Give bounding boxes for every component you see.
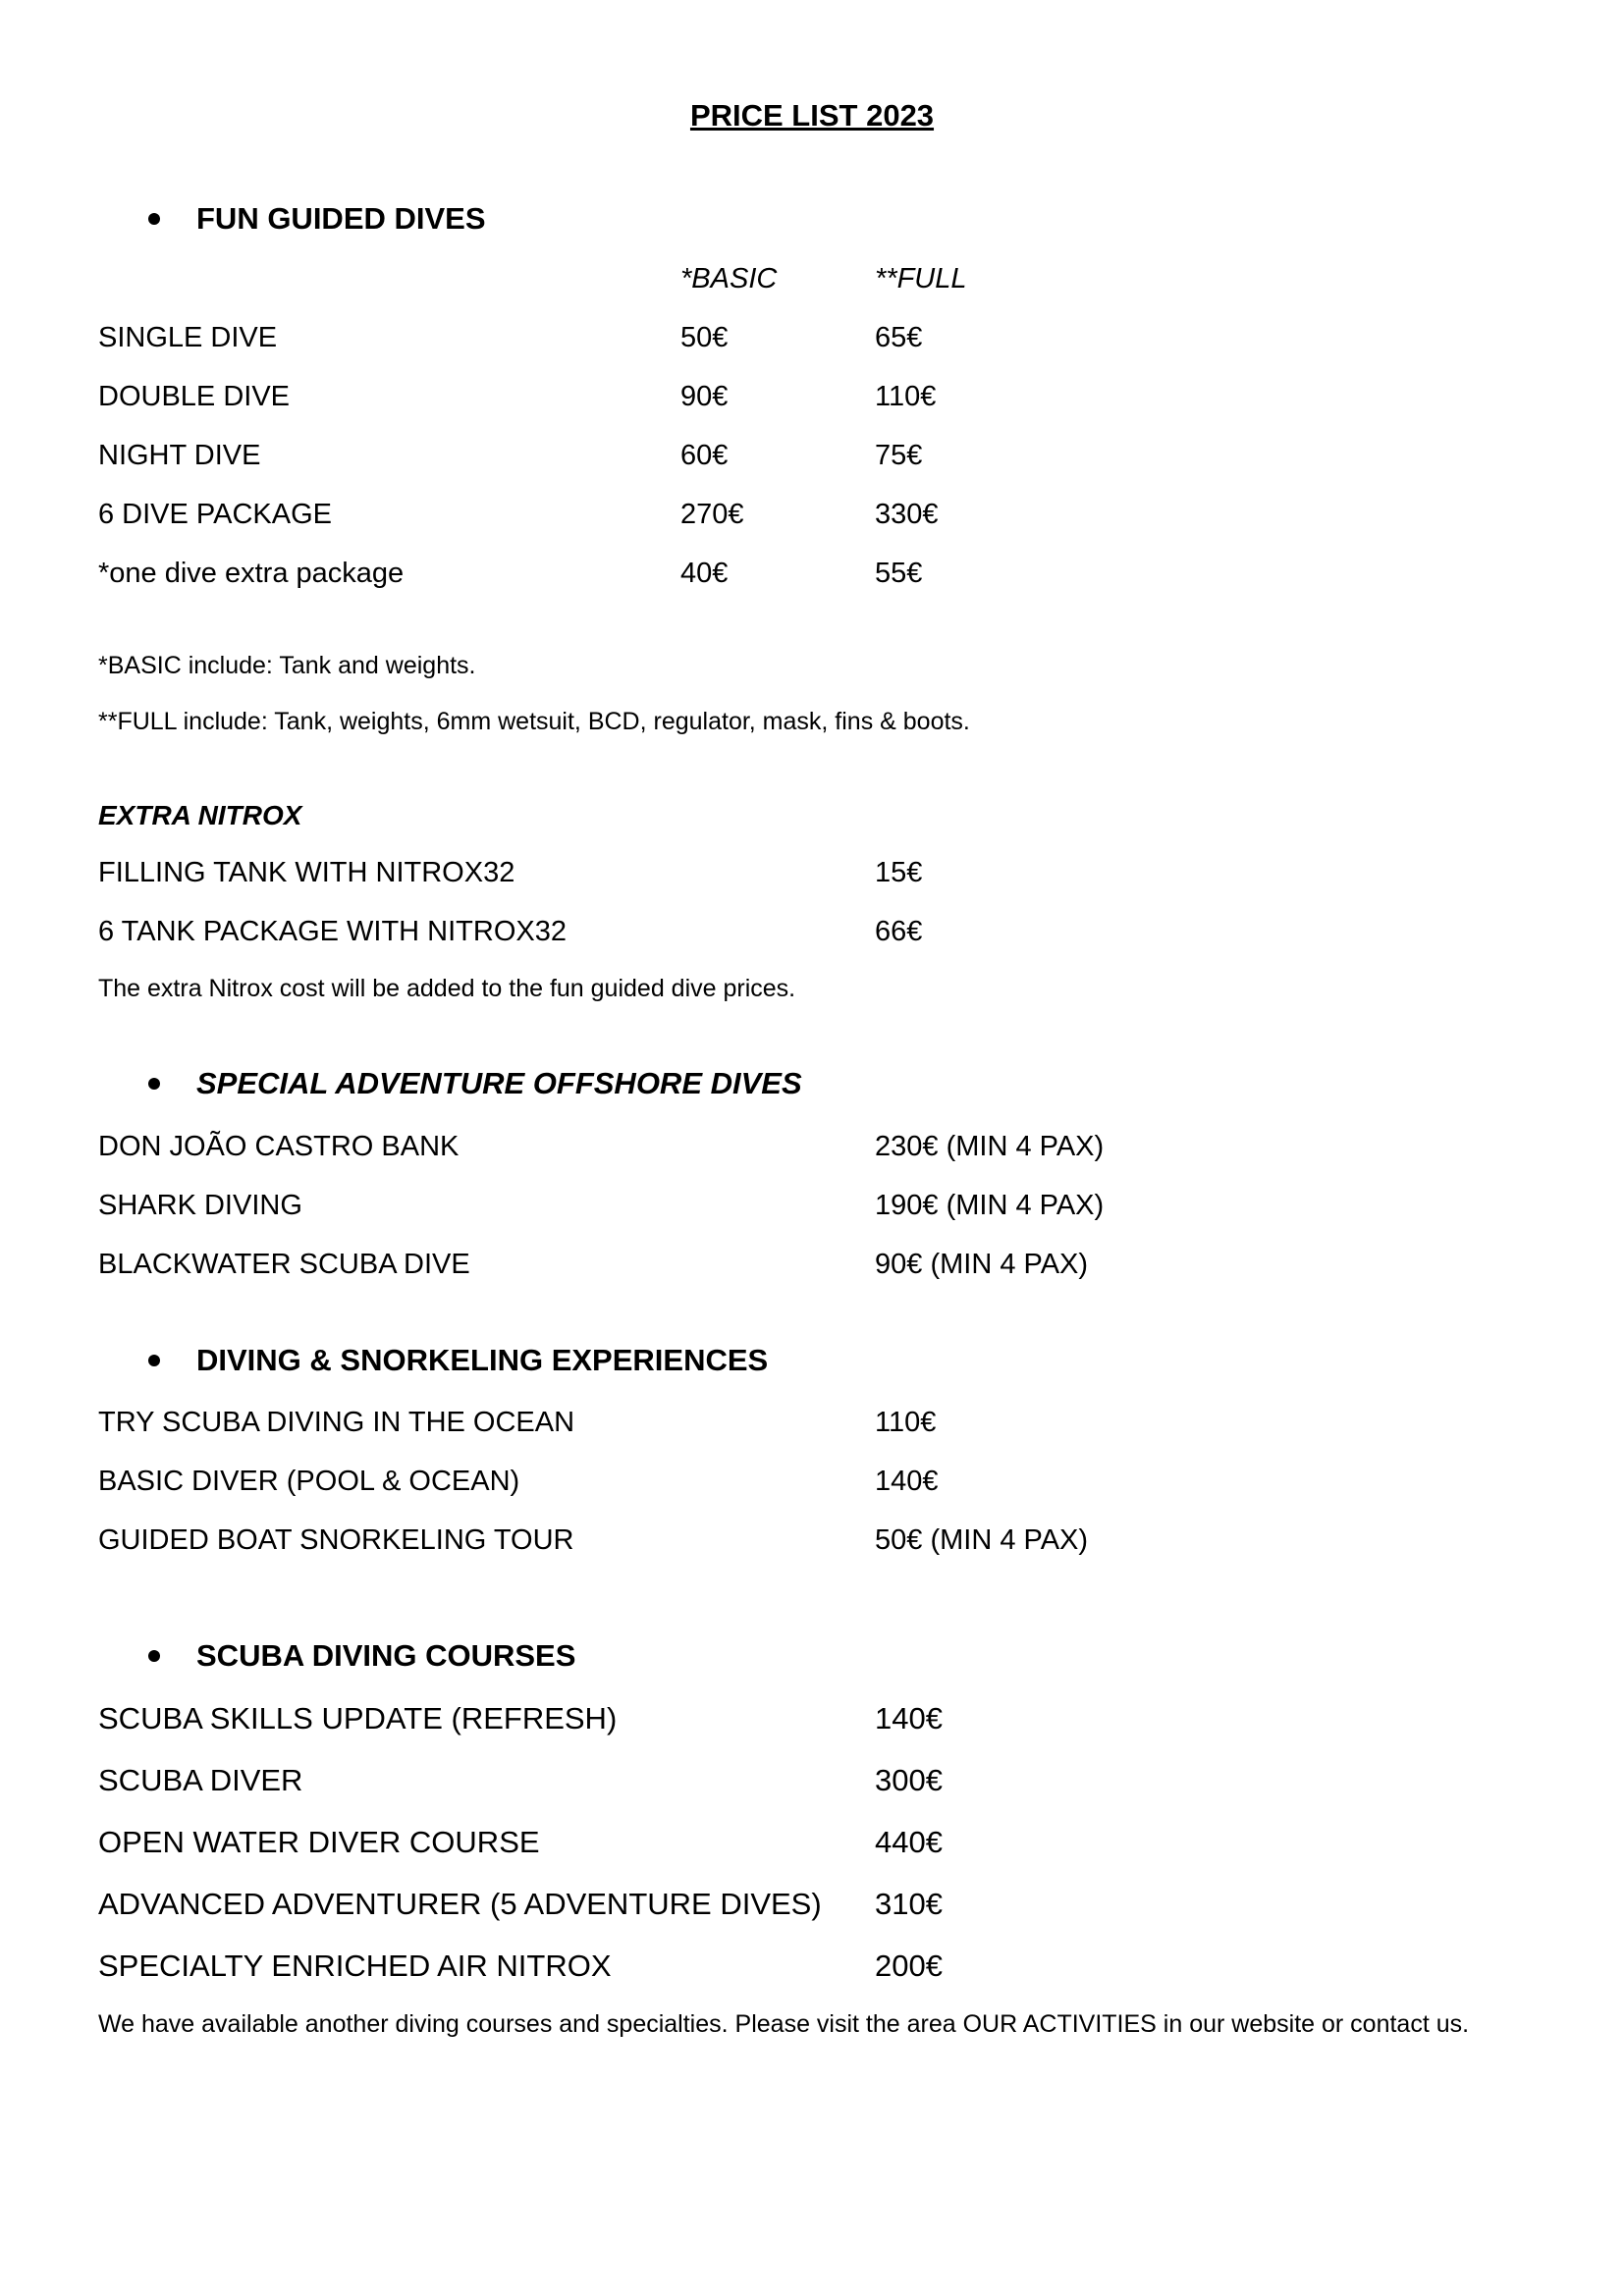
offshore-item-name: BLACKWATER SCUBA DIVE bbox=[98, 1249, 470, 1280]
nitrox-item-price: 66€ bbox=[875, 916, 923, 947]
fun-dive-full-price: 65€ bbox=[875, 322, 923, 353]
section-heading-experiences: DIVING & SNORKELING EXPERIENCES bbox=[196, 1343, 769, 1377]
fun-dive-name: *one dive extra package bbox=[98, 558, 405, 589]
course-item-name: ADVANCED ADVENTURER (5 ADVENTURE DIVES) bbox=[98, 1887, 822, 1921]
column-header-basic: *BASIC bbox=[680, 263, 778, 294]
experience-item-price: 140€ bbox=[875, 1466, 939, 1497]
nitrox-item-price: 15€ bbox=[875, 857, 923, 888]
nitrox-note: The extra Nitrox cost will be added to the fun guided dive prices. bbox=[98, 975, 796, 1002]
fun-dive-full-price: 330€ bbox=[875, 499, 939, 530]
fun-dive-basic-price: 60€ bbox=[680, 440, 729, 471]
fun-dive-name: 6 DIVE PACKAGE bbox=[98, 499, 332, 530]
bullet-icon bbox=[148, 1355, 160, 1366]
fun-dive-name: SINGLE DIVE bbox=[98, 322, 278, 353]
fun-dive-basic-price: 50€ bbox=[680, 322, 729, 353]
fun-dive-full-price: 110€ bbox=[875, 381, 937, 412]
course-item-name: SCUBA DIVER bbox=[98, 1763, 303, 1797]
nitrox-item-name: FILLING TANK WITH NITROX32 bbox=[98, 857, 515, 888]
course-item-price: 310€ bbox=[875, 1887, 943, 1921]
page-title: PRICE LIST 2023 bbox=[689, 98, 935, 133]
course-item-name: SPECIALTY ENRICHED AIR NITROX bbox=[98, 1949, 612, 1983]
section-heading-offshore: SPECIAL ADVENTURE OFFSHORE DIVES bbox=[196, 1066, 802, 1100]
subheading-extra-nitrox: EXTRA NITROX bbox=[98, 800, 302, 830]
course-item-price: 300€ bbox=[875, 1763, 943, 1797]
fun-dive-full-price: 55€ bbox=[875, 558, 923, 589]
bullet-icon bbox=[148, 1078, 160, 1090]
basic-include-note: *BASIC include: Tank and weights. bbox=[98, 652, 476, 679]
course-item-price: 200€ bbox=[875, 1949, 943, 1983]
experience-item-name: TRY SCUBA DIVING IN THE OCEAN bbox=[98, 1407, 575, 1438]
offshore-item-name: DON JOÃO CASTRO BANK bbox=[98, 1131, 460, 1162]
offshore-item-price: 190€ (MIN 4 PAX) bbox=[875, 1190, 1105, 1221]
course-item-price: 440€ bbox=[875, 1825, 943, 1859]
fun-dive-name: NIGHT DIVE bbox=[98, 440, 261, 471]
section-heading-courses: SCUBA DIVING COURSES bbox=[196, 1638, 576, 1673]
nitrox-item-name: 6 TANK PACKAGE WITH NITROX32 bbox=[98, 916, 567, 947]
full-include-note: **FULL include: Tank, weights, 6mm wetsuit, BCD, regulator, mask, fins & boots. bbox=[98, 708, 970, 735]
course-item-name: SCUBA SKILLS UPDATE (REFRESH) bbox=[98, 1701, 618, 1735]
offshore-item-price: 90€ (MIN 4 PAX) bbox=[875, 1249, 1089, 1280]
course-item-name: OPEN WATER DIVER COURSE bbox=[98, 1825, 540, 1859]
experience-item-name: GUIDED BOAT SNORKELING TOUR bbox=[98, 1524, 574, 1556]
fun-dive-basic-price: 40€ bbox=[680, 558, 729, 589]
fun-dive-basic-price: 270€ bbox=[680, 499, 744, 530]
fun-dive-basic-price: 90€ bbox=[680, 381, 729, 412]
offshore-item-name: SHARK DIVING bbox=[98, 1190, 302, 1221]
course-item-price: 140€ bbox=[875, 1701, 943, 1735]
column-header-full: **FULL bbox=[875, 263, 967, 294]
experience-item-name: BASIC DIVER (POOL & OCEAN) bbox=[98, 1466, 520, 1497]
bullet-icon bbox=[148, 1650, 160, 1662]
section-heading-fun-guided: FUN GUIDED DIVES bbox=[196, 201, 486, 236]
fun-dive-full-price: 75€ bbox=[875, 440, 923, 471]
fun-dive-name: DOUBLE DIVE bbox=[98, 381, 290, 412]
experience-item-price: 50€ (MIN 4 PAX) bbox=[875, 1524, 1089, 1556]
courses-note: We have available another diving courses and specialties. Please visit the area OUR ACTIVITIES in our website or contact us. bbox=[98, 2010, 1470, 2038]
bullet-icon bbox=[148, 213, 160, 225]
offshore-item-price: 230€ (MIN 4 PAX) bbox=[875, 1131, 1105, 1162]
experience-item-price: 110€ bbox=[875, 1407, 937, 1438]
